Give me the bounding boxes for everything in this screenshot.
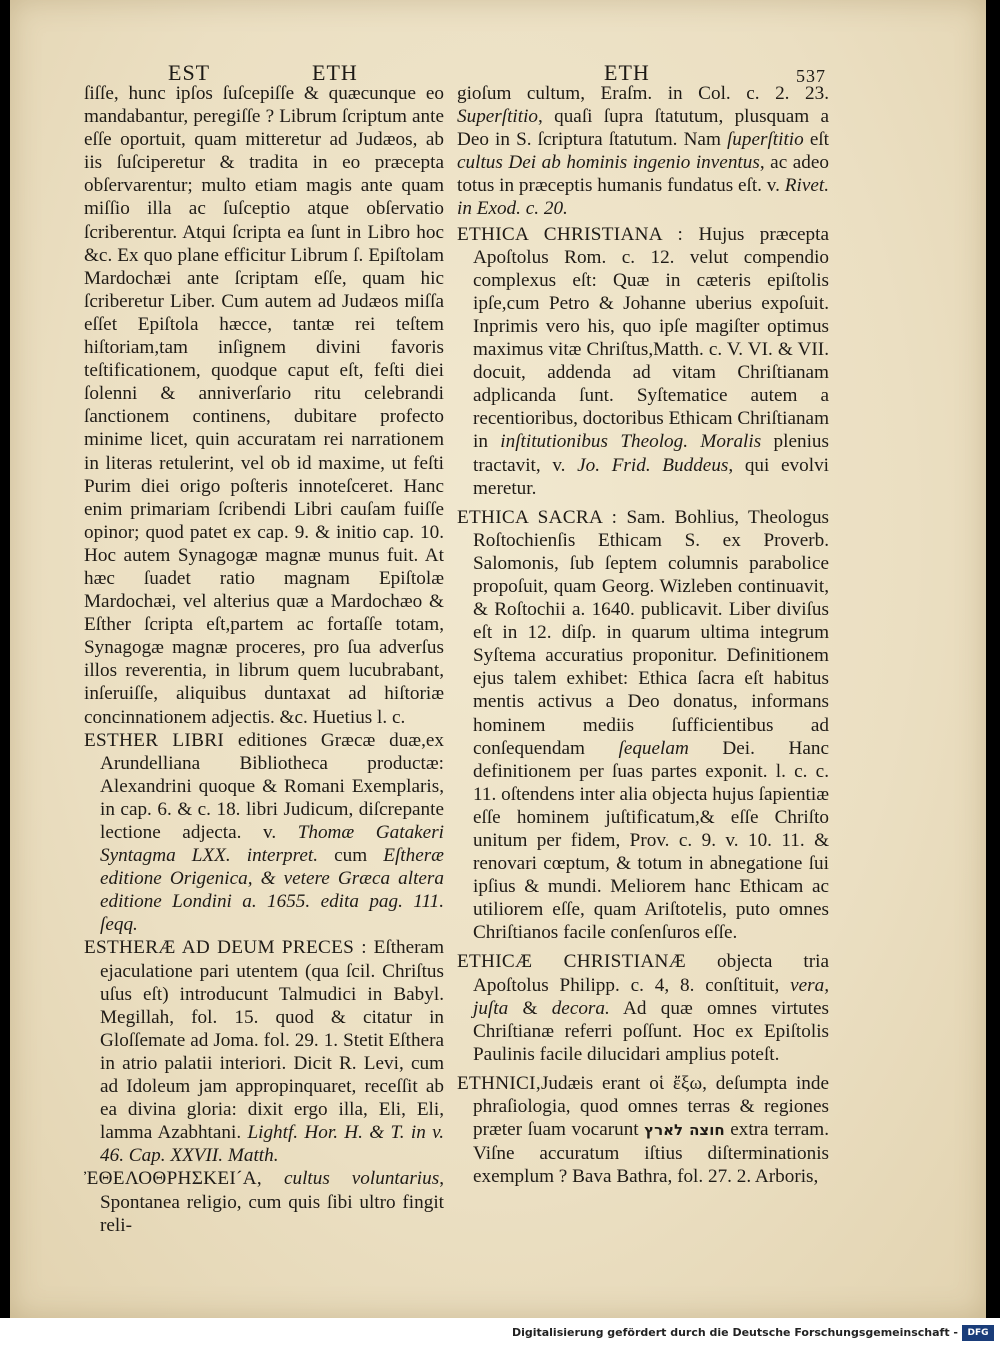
left-column xyxy=(84,82,444,1237)
entry-ethica-christiana: ETHICA CHRISTIANA : Hujus præcepta Apoſtolus Rom. c. 12. velut compendio complexus eſt: Quæ in cæteris epiſtolis ipſe,cum Petro & Johanne uberius expoſuit. Inprimis vero his, quo ipſe magiſter optimus maximus vitæ Chriſtus,Matth. c. V. VI. & VII. docuit, addenda ad vitam Chriſtianam adplicanda ſunt. Syſtematice autem a recentioribus, doctoribus Ethicam Chriſtianam in inſtitutionibus Theolog. Moralis plenius tractavit, v. Jo. Frid. Buddeus, qui evolvi meretur. xyxy=(457,223,829,499)
entry-ethelothreskeia: ἘΘΕΛΟΘΡΗΣΚΕΙ´Α, cultus voluntarius, Spontanea religio, cum quis ſibi ultro fingit reli- xyxy=(84,1168,444,1236)
dfg-logo: DFG xyxy=(962,1325,994,1341)
right-column xyxy=(457,82,829,1188)
left-paragraph: ſiſſe, hunc ipſos ſuſcepiſſe & quæcunque eo mandabantur, peregiſſe ? Librum ſcriptum ante eſſe oportuit, quam mitteretur ad Judæos, ab iis ſuſciperetur & tradita in eo præcepta obſervarentur; multo etiam magis ante quam miſſio illa ac ſuſceptio atque obſervatio ſcriberentur. Atqui ſcripta ea ſunt in Libro hoc &c. Ex quo plane efficitur Librum ſ. Epiſtolam Mardochæi ante ſcriptam eſſe, quam hic ſcriberetur Liber. Cum autem ad Judæos miſſa eſſet Epiſtola hæcce, tantæ rei teſtem hiſtoriam,tam inſignem divini favoris teſtificationem, quodque caput eſt, feſti diei ſolenni & anniverſario ritu celebrandi ſanctionem continens, dubitare profecto minime licet, quin accuratam rei narrationem in literas retulerint, vel ob id maxime, ut feſti Purim diei origo poſteris innoteſceret. Hanc enim primariam ſcribendi Libri cauſam fuiſſe opinor; quod patet ex cap. 9. & initio cap. 10. Hoc autem Synagogæ magnæ munus fuit. At hæc ſuadet ratio magnam Epiſtolæ Mardochæi, vel alterius quæ a Mardochæo & Eſther ſcripta eſt,partem ac fortaſſe totam, Synagogæ magnæ proceres, pro ſua adverſus illos reverentia, in librum quem lucubrabant, inſeruiſſe, aliquibus duntaxat ad hiſtoriæ concinnationem adjectis. &c. Huetius l. c. xyxy=(84,83,444,728)
hebrew-phrase: חוצה לארץ xyxy=(644,1121,725,1140)
digitization-footer xyxy=(0,1318,1000,1347)
header-left-eth: ETH xyxy=(312,60,358,85)
entry-ethica-sacra: ETHICA SACRA : Sam. Bohlius, Theologus Roſtochienſis Ethicam S. ex Proverb. Salomonis, ſub ſeptem columnis parabolice propoſuit, quam Georg. Wizleben continuavit, & Roſtochii a. 1640. publicavit. Liber diviſus eſt in 12. diſp. in quarum ultima integrum Syſtema accuratius proponitur. Definitionem ejus talem exhibet: Ethica ſacra eſt habitus mentis activus a Deo donatus, informans hominem mediis ſufficientibus ad conſequendam ſequelam Dei. Hanc definitionem per ſuas partes exponit. l. c. c. 11. oſtendens inter alia objecta hujus ſapientiæ eſſe hominem juſtificatum,& eſſe Chriſto unitum per fidem, Prov. c. 9. v. 10. 11. & renovari cœptum, & totum in abnegatione ſui ipſius & mundi. Meliorem hanc Ethicam ac utiliorem eſſe, quam Ariſtotelis, puto omnes Chriſtianos facile conſenſuros eſſe. xyxy=(457,506,830,944)
book-page xyxy=(10,0,986,1318)
page-number: 537 xyxy=(796,66,826,86)
entry-estherae-preces: ESTHERÆ AD DEUM PRECES : Eſtheram ejaculatione pari utentem (qua ſcil. Chriſtus uſus eſt) introducunt Talmudici in Babyl. Megillah, fol. 15. quod & citatur in Gloſſemate ad Joma. fol. 29. 1. Stetit Eſthera in atrio palatii interiori. Dicit R. Levi, cum ad Idoleum jam appropinquaret, receſſit ab ea divina gloria: dixit ergo illa, Eli, Eli, lamma Azabhtani. Lightf. Hor. H. & T. in v. 46. Cap. XXVII. Matth. xyxy=(84,937,444,1167)
header-left-est: EST xyxy=(168,60,211,85)
header-right-eth: ETH xyxy=(604,60,650,85)
entry-ethnici: ETHNICI,Judæis erant οἱ ἔξω, deſumpta inde phraſiologia, quod omnes terras & regiones præter ſuam vocarunt חוצה לארץ extra terram. Viſne accuratum iſtius diſterminationis exemplum ? Bava Bathra, fol. 27. 2. Arboris, xyxy=(457,1072,829,1188)
entry-ethicae-christianae: ETHICÆ CHRISTIANÆ objecta tria Apoſtolus Philipp. c. 4, 8. conſtituit, vera, juſta & decora. Ad quæ omnes virtutes Chriſtianæ referri poſſunt. Hoc ex Epiſtolis Paulinis facile dilucidari amplius poteſt. xyxy=(457,951,830,1065)
footer-credit: Digitalisierung gefördert durch die Deutsche Forschungsgemeinschaft - xyxy=(511,1326,958,1339)
right-paragraph-continuation: gioſum cultum, Eraſm. in Col. c. 2. 23. Superſtitio, quaſi ſupra ſtatutum, plusquam a Deo in S. ſcriptura ſtatutum. Nam ſuperſtitio eſt cultus Dei ab hominis ingenio inventus, ac adeo totus in præceptis humanis fundatus eſt. v. Rivet. in Exod. c. 20. xyxy=(457,83,829,220)
entry-esther-libri: ESTHER LIBRI editiones Græcæ duæ,ex Arundelliana Bibliotheca productæ: Alexandrini quoque & Romani Exemplaris, in cap. 6. & c. 18. libri Judicum, diſcrepante lectione adjecta. v. Thomæ Gatakeri Syntagma LXX. interpret. cum Eſtheræ editione Origenica, & vetere Græca altera editione Londini a. 1655. edita pag. 111. ſeqq. xyxy=(84,729,445,936)
